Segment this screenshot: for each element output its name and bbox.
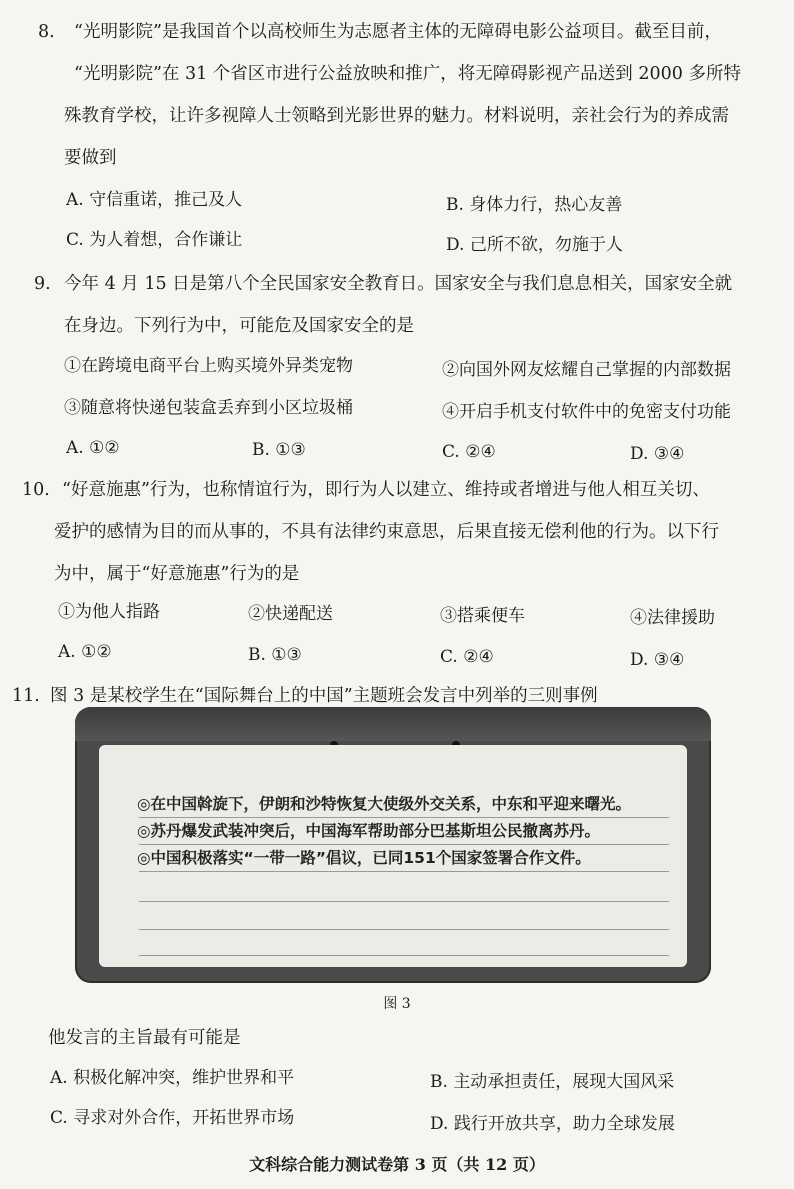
question-9-item-4: ④开启手机支付软件中的免密支付功能 <box>442 402 731 422</box>
figure-item-1: ◎在中国斡旋下，伊朗和沙特恢复大使级外交关系，中东和平迎来曙光。 <box>137 795 632 813</box>
figure-3-caption: 图 3 <box>383 996 411 1012</box>
question-10-item-3: ③搭乘便车 <box>440 606 525 626</box>
page-footer: 文科综合能力测试卷第 3 页（共 12 页） <box>249 1155 545 1174</box>
paper-rule-line <box>139 955 669 956</box>
question-9-option-b: B. ①③ <box>252 440 306 460</box>
question-8-option-d: D. 己所不欲，勿施于人 <box>446 235 623 255</box>
question-10-item-1: ①为他人指路 <box>58 602 160 622</box>
figure-3-paper <box>99 745 687 967</box>
question-9-line-1: 今年 4 月 15 日是第八个全民国家安全教育日。国家安全与我们息息相关，国家安全就 <box>64 274 733 294</box>
question-10-option-a: A. ①② <box>58 642 112 662</box>
paper-rule-line <box>139 871 669 872</box>
question-10-number: 10. <box>22 480 50 500</box>
board-header-strip <box>75 707 711 741</box>
question-11-number: 11. <box>12 686 40 706</box>
question-8-line-3: 殊教育学校，让许多视障人士领略到光影世界的魅力。材料说明，亲社会行为的养成需 <box>64 106 729 126</box>
question-9-item-2: ②向国外网友炫耀自己掌握的内部数据 <box>442 360 731 380</box>
question-9-item-3: ③随意将快递包装盒丢弃到小区垃圾桶 <box>64 398 353 418</box>
question-8-line-1: “光明影院”是我国首个以高校师生为志愿者主体的无障碍电影公益项目。截至目前， <box>74 22 722 42</box>
question-11-question: 他发言的主旨最有可能是 <box>48 1028 241 1048</box>
question-9-option-d: D. ③④ <box>630 444 685 464</box>
question-10-option-c: C. ②④ <box>440 647 494 667</box>
paper-rule-line <box>139 817 669 818</box>
question-11-stem: 图 3 是某校学生在“国际舞台上的中国”主题班会发言中列举的三则事例 <box>50 686 598 706</box>
question-9-line-2: 在身边。下列行为中，可能危及国家安全的是 <box>64 316 414 336</box>
question-8-line-4: 要做到 <box>64 148 117 168</box>
question-8-option-b: B. 身体力行，热心友善 <box>446 195 623 215</box>
paper-rule-line <box>139 844 669 845</box>
question-10-line-2: 爱护的感情为目的而从事的，不具有法律约束意思，后果直接无偿利他的行为。以下行 <box>54 522 719 542</box>
question-8-option-a: A. 守信重诺，推己及人 <box>66 190 243 210</box>
question-10-line-1: “好意施惠”行为，也称情谊行为，即行为人以建立、维持或者增进与他人相互关切、 <box>62 480 710 500</box>
question-9-option-a: A. ①② <box>66 438 120 458</box>
question-8-number: 8. <box>38 22 55 42</box>
paper-rule-line <box>139 929 669 930</box>
question-11-option-a: A. 积极化解冲突，维护世界和平 <box>50 1068 295 1088</box>
question-10-item-4: ④法律援助 <box>630 608 715 628</box>
question-10-option-d: D. ③④ <box>630 650 685 670</box>
figure-item-3: ◎中国积极落实“一带一路”倡议，已同151个国家签署合作文件。 <box>137 849 591 867</box>
question-11-option-b: B. 主动承担责任，展现大国风采 <box>430 1072 675 1092</box>
question-10-item-2: ②快递配送 <box>248 604 333 624</box>
question-8-line-2: “光明影院”在 31 个省区市进行公益放映和推广，将无障碍影视产品送到 2000 多所特 <box>74 64 741 84</box>
figure-item-2: ◎苏丹爆发武装冲突后，中国海军帮助部分巴基斯坦公民撤离苏丹。 <box>137 822 601 840</box>
question-11-option-d: D. 践行开放共享，助力全球发展 <box>430 1114 675 1134</box>
question-11-option-c: C. 寻求对外合作，开拓世界市场 <box>50 1108 295 1128</box>
question-8-option-c: C. 为人着想，合作谦让 <box>66 230 243 250</box>
question-10-option-b: B. ①③ <box>248 645 302 665</box>
question-9-option-c: C. ②④ <box>442 442 496 462</box>
question-9-item-1: ①在跨境电商平台上购买境外异类宠物 <box>64 356 353 376</box>
question-9-number: 9. <box>34 274 51 294</box>
figure-3-board <box>75 707 711 983</box>
paper-rule-line <box>139 901 669 902</box>
question-10-line-3: 为中，属于“好意施惠”行为的是 <box>54 564 300 584</box>
